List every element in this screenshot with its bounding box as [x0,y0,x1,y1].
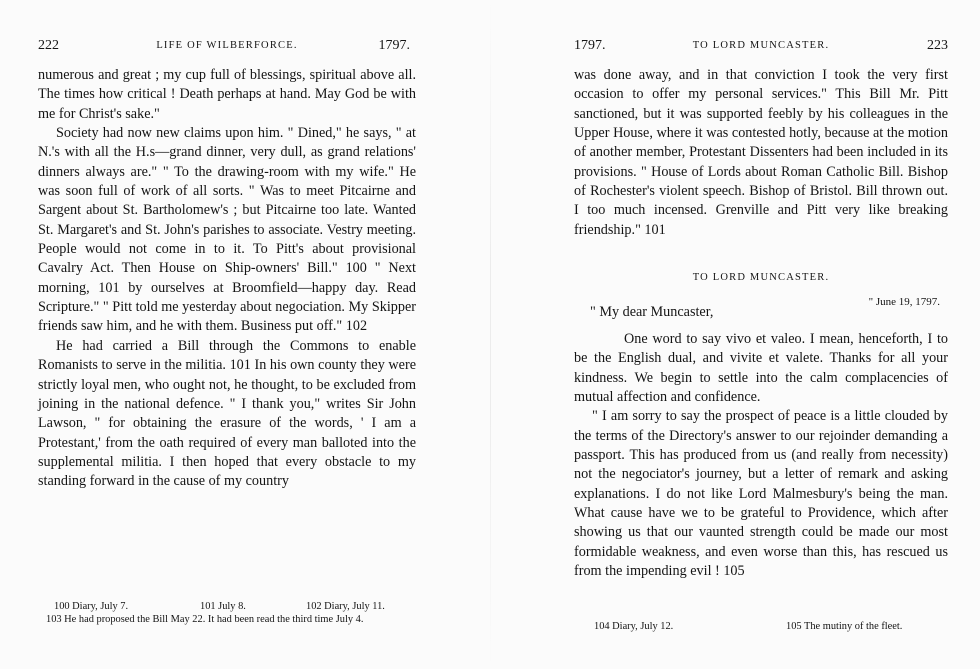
footnote-103: 103 He had proposed the Bill May 22. It had been read the third time July 4. [46,614,364,625]
left-footnote-row-1 [38,600,416,613]
left-running-year: 1797. [378,38,410,53]
footnote-101: 101 July 8. [200,601,246,612]
letter-paragraph-2: " I am sorry to say the prospect of peace is a little clouded by the terms of the Directory's answer to our rejoinder demanding a passport. This has produced from us (and really from necessity) not the negociator's journey, but a letter of remark and asking explanations. I do not like Lord Malmesbury's being the man. What cause have we to be grateful to Providence, which after showing us that our vaunted strength could be made our most formidable weakness, and even worse than this, has rescued us from the impending evil ! 105 [574,408,948,580]
left-footnotes [38,600,416,626]
right-running-title: TO LORD MUNCASTER. [692,40,830,51]
footnote-100: 100 Diary, July 7. [54,601,129,612]
left-paragraph-1: numerous and great ; my cup full of blessings, spiritual above all. The times how critical ! Death perhaps at hand. May God be with me for Christ's sake." [38,67,416,122]
right-running-head [574,38,948,58]
left-paragraph-2: Society had now new claims upon him. " Dined," he says, " at N.'s with all the H.s—grand dinner, very dull, as grand relations' dinners always are." " To the drawing-room with my wife." He was soon full of work of all sorts. " Was to meet Pitcairne and Sargent about St. Bartholomew's ; but Pitcairne too late. Wanted St. Margaret's and St. John's parishes to associate. Vestry meeting. People would not come in to it. To Pitt's about provisional Cavalry Act. Then House on Ship-owners' Bill." 100 " Next morning, 101 by ourselves at Broomfield—happy day. Read Scripture." " Pitt told me yesterday about negociation. My Skipper friends saw him, and he with them. Business put off." 102 [38,125,416,335]
letter-date: " June 19, 1797. [868,296,940,308]
left-paragraph-3: He had carried a Bill through the Commons to enable Romanists to serve in the militia. 101 In his own county they were strictly loyal men, who ought not, he thought, to be excluded from joining in the national defence. " I thank you," writes Sir John Lawson, " for obtaining the erasure of the words, ' I am a Protestant,' from the oath required of every man balloted into the supplemental militia. I then hoped that every obstacle to my standing forward in the cause of my country [38,337,416,490]
right-page [574,0,948,669]
right-page-number: 223 [927,38,948,53]
right-body-text [574,66,948,240]
footnote-102: 102 Diary, July 11. [306,601,385,612]
left-running-title: LIFE OF WILBERFORCE. [156,40,298,51]
letter-heading: TO LORD MUNCASTER. [692,272,830,283]
letter-salutation: " My dear Muncaster, [590,304,714,320]
left-body-text [38,66,416,492]
right-running-year: 1797. [574,38,606,53]
right-paragraph-1: was done away, and in that conviction I took the very first occasion to offer my personal services." This Bill Mr. Pitt sanctioned, but it was supported feebly by his colleagues in the Upper House, where it was contested hotly, because at the motion of another member, Protestant Dissenters had been included in its provisions. " House of Lords about Roman Catholic Bill. Bishop of Rochester's violent speech. Bishop of Bristol. Bill thrown out. I too much incensed. Grenville and Pitt very like breaking friendship." 101 [574,67,948,238]
right-footnotes [574,620,948,633]
footnote-105: 105 The mutiny of the fleet. [786,621,903,632]
left-page [38,0,416,669]
book-gutter [490,0,491,669]
right-footnote-row [574,620,948,633]
left-running-head [38,38,416,58]
letter-body [574,330,948,581]
footnote-104: 104 Diary, July 12. [594,621,674,632]
letter-paragraph-1: One word to say vivo et valeo. I mean, henceforth, I to be the English dual, and vivite et valete. Thanks for all your kindness. We begin to settle into the calm complacencies of mutual affection and confidence. [574,331,948,406]
left-page-number: 222 [38,38,59,53]
